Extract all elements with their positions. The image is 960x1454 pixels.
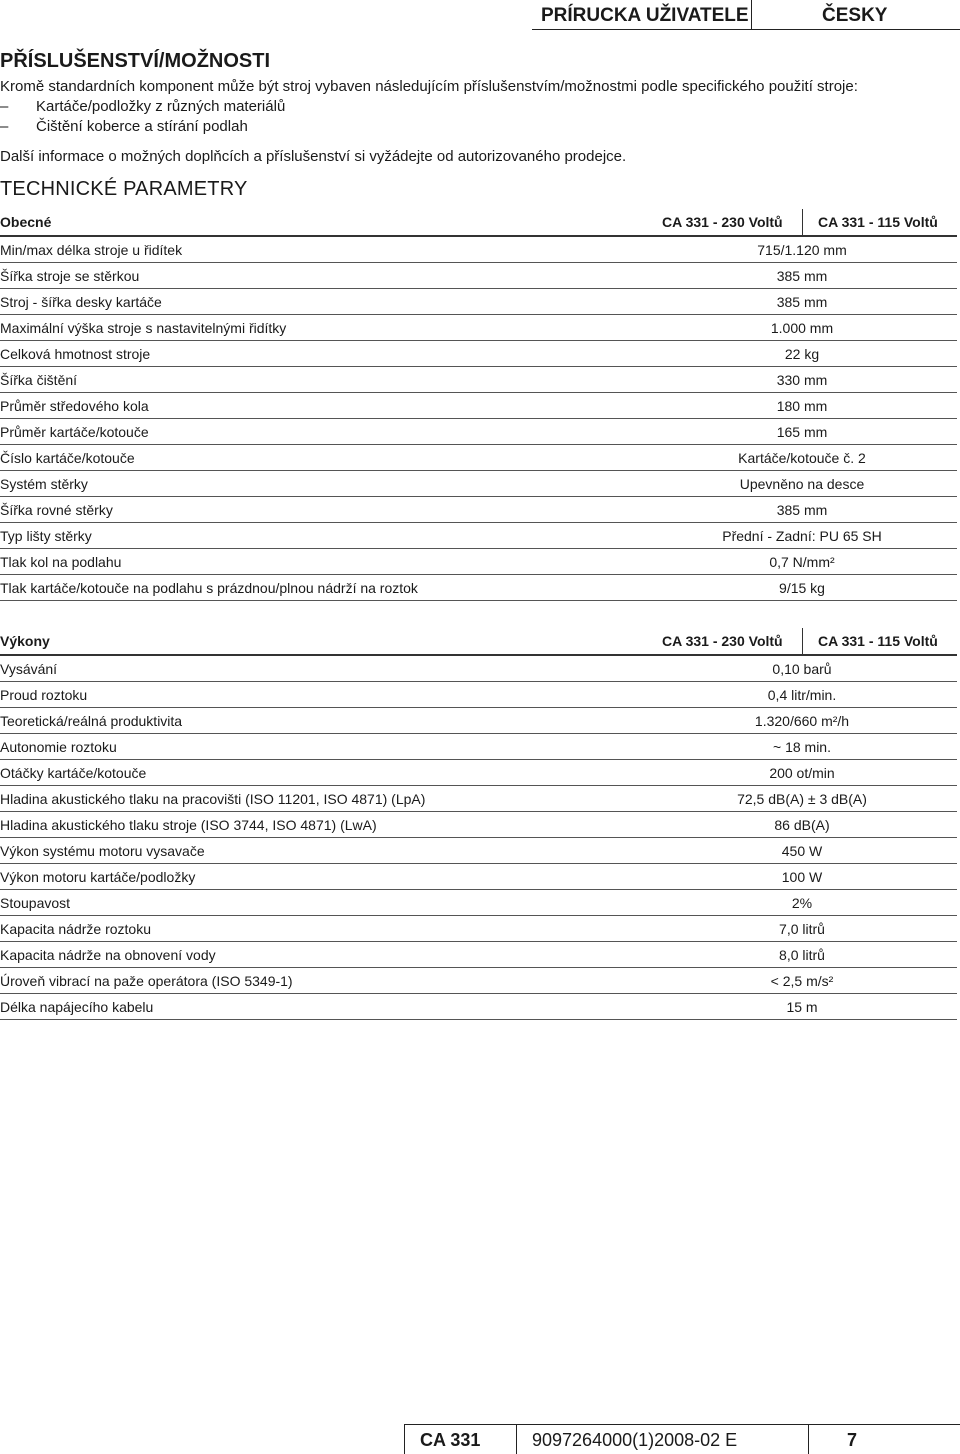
row-label: Tlak kartáče/kotouče na podlahu s prázdnou/plnou nádrží na roztok <box>0 580 418 596</box>
row-value: 0,10 barů <box>772 661 832 677</box>
row-value: 1.000 mm <box>770 320 834 336</box>
row-label: Otáčky kartáče/kotouče <box>0 765 147 781</box>
table-row <box>0 367 957 393</box>
header-col-divider <box>802 628 803 654</box>
row-label: Tlak kol na podlahu <box>0 554 122 570</box>
table-row <box>0 786 957 812</box>
row-value: 180 mm <box>776 398 828 414</box>
row-value: 330 mm <box>776 372 828 388</box>
table-header <box>0 209 957 237</box>
table-row <box>0 341 957 367</box>
row-label: Stroj - šířka desky kartáče <box>0 294 162 310</box>
row-value: 8,0 litrů <box>779 947 825 963</box>
table-row <box>0 445 957 471</box>
row-value: 72,5 dB(A) ± 3 dB(A) <box>737 791 867 807</box>
accessories-intro: Kromě standardních komponent může být stroj vybaven následujícím příslušenstvím/možnostmi podle specifického použití stroje: <box>0 78 858 95</box>
row-label: Hladina akustického tlaku na pracovišti (ISO 11201, ISO 4871) (LpA) <box>0 791 426 807</box>
row-value: 86 dB(A) <box>774 817 830 833</box>
row-label: Číslo kartáče/kotouče <box>0 450 135 466</box>
row-value: 165 mm <box>776 424 828 440</box>
table-row <box>0 864 957 890</box>
row-label: Vysávání <box>0 661 58 677</box>
general-specs-table <box>0 209 957 601</box>
table-row <box>0 838 957 864</box>
footer-divider <box>808 1424 809 1454</box>
table-row <box>0 393 957 419</box>
table-row <box>0 682 957 708</box>
row-label: Kapacita nádrže na obnovení vody <box>0 947 216 963</box>
table-row <box>0 237 957 263</box>
header-rule <box>532 29 960 30</box>
header-col-115v: CA 331 - 115 Voltů <box>818 633 938 649</box>
table-row <box>0 263 957 289</box>
row-value: 100 W <box>781 869 823 885</box>
table-row <box>0 419 957 445</box>
table-row <box>0 549 957 575</box>
row-label: Min/max délka stroje u řidítek <box>0 242 183 258</box>
performance-specs-table <box>0 628 957 1020</box>
header-col-230v: CA 331 - 230 Voltů <box>662 633 783 649</box>
tech-title: TECHNICKÉ PARAMETRY <box>0 178 248 200</box>
bullet-dash: – <box>0 118 9 135</box>
page-header <box>0 0 960 30</box>
row-label: Teoretická/reálná produktivita <box>0 713 183 729</box>
row-value: < 2,5 m/s² <box>770 973 834 989</box>
row-label: Šířka rovné stěrky <box>0 502 113 518</box>
table-row <box>0 994 957 1020</box>
bullet-dash: – <box>0 98 9 115</box>
table-row <box>0 289 957 315</box>
row-label: Kapacita nádrže roztoku <box>0 921 151 937</box>
table-row <box>0 575 957 601</box>
footer-rule <box>404 1424 960 1425</box>
row-label: Systém stěrky <box>0 476 88 492</box>
row-label: Maximální výška stroje s nastavitelnými řidítky <box>0 320 287 336</box>
language-label: ČESKY <box>822 5 888 26</box>
table-row <box>0 471 957 497</box>
footer-divider <box>404 1424 405 1454</box>
row-label: Průměr kartáče/kotouče <box>0 424 149 440</box>
accessories-note: Další informace o možných doplňcích a příslušenství si vyžádejte od autorizovaného prodejce. <box>0 148 627 165</box>
row-value: 0,7 N/mm² <box>769 554 835 570</box>
row-value: 385 mm <box>776 294 828 310</box>
footer-divider <box>516 1424 517 1454</box>
row-label: Délka napájecího kabelu <box>0 999 154 1015</box>
page-footer <box>0 1424 960 1454</box>
header-label: Výkony <box>0 633 50 649</box>
row-label: Výkon motoru kartáče/podložky <box>0 869 196 885</box>
table-row <box>0 968 957 994</box>
table-row <box>0 916 957 942</box>
row-value: Upevněno na desce <box>739 476 865 492</box>
accessory-item <box>0 118 248 135</box>
header-col-115v: CA 331 - 115 Voltů <box>818 214 938 230</box>
table-row <box>0 315 957 341</box>
table-row <box>0 942 957 968</box>
row-label: Výkon systému motoru vysavače <box>0 843 205 859</box>
row-label: Hladina akustického tlaku stroje (ISO 3744, ISO 4871) (LwA) <box>0 817 377 833</box>
header-label: Obecné <box>0 214 52 230</box>
manual-title: PRÍRUCKA UŽIVATELE <box>541 5 749 26</box>
table-row <box>0 708 957 734</box>
table-row <box>0 497 957 523</box>
table-row <box>0 890 957 916</box>
row-value: 15 m <box>786 999 818 1015</box>
row-value: 7,0 litrů <box>779 921 825 937</box>
accessory-item-label: Čištění koberce a stírání podlah <box>36 118 248 135</box>
row-label: Stoupavost <box>0 895 71 911</box>
row-value: 450 W <box>781 843 823 859</box>
row-label: Autonomie roztoku <box>0 739 117 755</box>
row-label: Typ lišty stěrky <box>0 528 92 544</box>
row-value: 200 ot/min <box>769 765 835 781</box>
row-value: 715/1.120 mm <box>757 242 847 258</box>
accessory-item-label: Kartáče/podložky z různých materiálů <box>36 98 286 115</box>
header-divider <box>751 0 752 30</box>
row-value: 1.320/660 m²/h <box>754 713 850 729</box>
row-label: Šířka stroje se stěrkou <box>0 268 140 284</box>
table-row <box>0 812 957 838</box>
footer-model: CA 331 <box>420 1430 481 1450</box>
accessories-title: PŘÍSLUŠENSTVÍ/MOŽNOSTI <box>0 50 271 72</box>
table-header <box>0 628 957 656</box>
row-label: Úroveň vibrací na paže operátora (ISO 5349-1) <box>0 973 293 989</box>
table-row <box>0 656 957 682</box>
row-label: Proud roztoku <box>0 687 88 703</box>
accessory-item <box>0 98 285 115</box>
footer-doc-code: 9097264000(1)2008-02 E <box>532 1430 738 1450</box>
page-number: 7 <box>847 1430 858 1450</box>
table-row <box>0 523 957 549</box>
row-value: 0,4 litr/min. <box>767 687 837 703</box>
row-value: ~ 18 min. <box>773 739 831 755</box>
row-value: 385 mm <box>776 502 828 518</box>
header-col-divider <box>802 209 803 235</box>
table-row <box>0 734 957 760</box>
row-value: 385 mm <box>776 268 828 284</box>
table-row <box>0 760 957 786</box>
row-value: 9/15 kg <box>779 580 825 596</box>
row-label: Celková hmotnost stroje <box>0 346 151 362</box>
row-value: Kartáče/kotouče č. 2 <box>738 450 866 466</box>
header-col-230v: CA 331 - 230 Voltů <box>662 214 783 230</box>
row-label: Průměr středového kola <box>0 398 149 414</box>
row-label: Šířka čištění <box>0 372 78 388</box>
row-value: Přední - Zadní: PU 65 SH <box>722 528 882 544</box>
row-value: 2% <box>791 895 813 911</box>
row-value: 22 kg <box>784 346 820 362</box>
